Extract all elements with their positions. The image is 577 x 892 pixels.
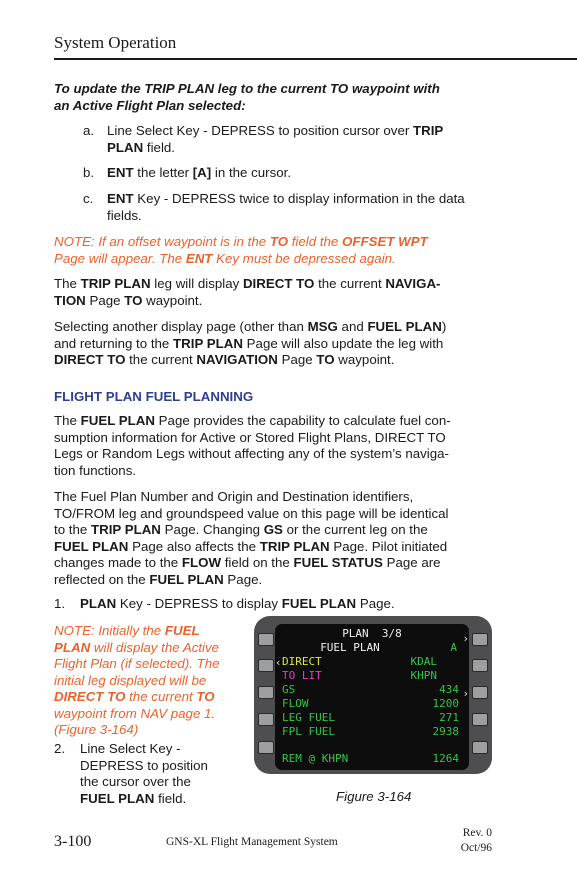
line-select-key-right-4[interactable] bbox=[472, 713, 488, 726]
display-page-subtitle: FUEL PLAN bbox=[320, 641, 380, 654]
line-select-key-right-2[interactable] bbox=[472, 659, 488, 672]
display-row-value: 434 bbox=[439, 683, 459, 696]
display-row-value: 271 bbox=[439, 711, 459, 724]
paragraph-display-page: Selecting another display page (other than MSG and FUEL PLAN) and returning to the TRIP PLAN Page will also update the leg with DIRECT TO the current NAVIGATION Page TO waypoint. bbox=[54, 319, 447, 367]
display-row-value: KHPN bbox=[410, 669, 437, 682]
revision-info: Rev. 0 Oct/96 bbox=[460, 827, 492, 854]
line-select-key-left-4[interactable] bbox=[258, 713, 274, 726]
fms-display-screen bbox=[275, 624, 469, 770]
display-page-title: PLAN 3/8 bbox=[342, 627, 402, 640]
display-row-label: TO LIT bbox=[282, 669, 322, 682]
paragraph-trip-plan: The TRIP PLAN leg will display DIRECT TO the current NAVIGA- TION Page TO waypoint. bbox=[54, 276, 441, 308]
line-select-key-left-5[interactable] bbox=[258, 741, 274, 754]
display-row-label: DIRECT bbox=[282, 655, 322, 668]
display-row-label: LEG FUEL bbox=[282, 711, 335, 724]
line-select-key-left-2[interactable] bbox=[258, 659, 274, 672]
chevron-left-icon: ‹ bbox=[276, 656, 281, 669]
display-row-value: 1200 bbox=[432, 697, 459, 710]
chevron-right-icon: › bbox=[463, 687, 468, 700]
figure-caption: Figure 3-164 bbox=[336, 789, 412, 804]
display-bottom-value: 1264 bbox=[432, 752, 459, 765]
display-plan-mode: A bbox=[450, 641, 457, 654]
display-row-value: 2938 bbox=[432, 725, 459, 738]
line-select-key-right-1[interactable] bbox=[472, 633, 488, 646]
display-row-label: FPL FUEL bbox=[282, 725, 335, 738]
section-heading: FLIGHT PLAN FUEL PLANNING bbox=[54, 389, 254, 404]
note-initial-display: NOTE: Initially the FUEL PLAN will display the Active Flight Plan (if selected). The initial leg displayed will be DIRECT TO the current TO waypoint from NAV page 1. (Figure 3-164) bbox=[54, 623, 220, 737]
display-bottom-label: REM @ KHPN bbox=[282, 752, 349, 765]
display-row-value: KDAL bbox=[410, 655, 437, 668]
line-select-key-left-3[interactable] bbox=[258, 686, 274, 699]
paragraph-fuel-plan-intro: The FUEL PLAN Page provides the capability to calculate fuel con- sumption information for Active or Stored Flight Plans, DIRECT TO Legs or Random Legs without affecting any of the system’s naviga- tion functions. bbox=[54, 413, 451, 478]
intro-heading: To update the TRIP PLAN leg to the current TO waypoint with an Active Flight Plan selected: bbox=[54, 81, 440, 113]
line-select-key-left-1[interactable] bbox=[258, 633, 274, 646]
page-number: 3-100 bbox=[54, 833, 92, 850]
manual-title: GNS-XL Flight Management System bbox=[166, 836, 338, 848]
running-header: System Operation bbox=[54, 33, 177, 52]
line-select-key-right-5[interactable] bbox=[472, 741, 488, 754]
chevron-right-icon: › bbox=[463, 632, 468, 645]
display-row-label: FLOW bbox=[282, 697, 309, 710]
display-row-label: GS bbox=[282, 683, 296, 696]
line-select-key-right-3[interactable] bbox=[472, 686, 488, 699]
paragraph-fuel-plan-details: The Fuel Plan Number and Origin and Destination identifiers, TO/FROM leg and groundspeed value on this page will be identical to the TRIP PLAN Page. Changing GS or the current leg on the FUEL PLAN Page also affects the TRIP PLAN Page. Pilot initiated changes made to the FLOW field on the FUEL STATUS Page are reflected on the FUEL PLAN Page. bbox=[54, 489, 449, 587]
header-rule bbox=[54, 58, 577, 60]
note-offset-waypoint: NOTE: If an offset waypoint is in the TO field the OFFSET WPT Page will appear. The ENT Key must be depressed again. bbox=[54, 234, 428, 266]
